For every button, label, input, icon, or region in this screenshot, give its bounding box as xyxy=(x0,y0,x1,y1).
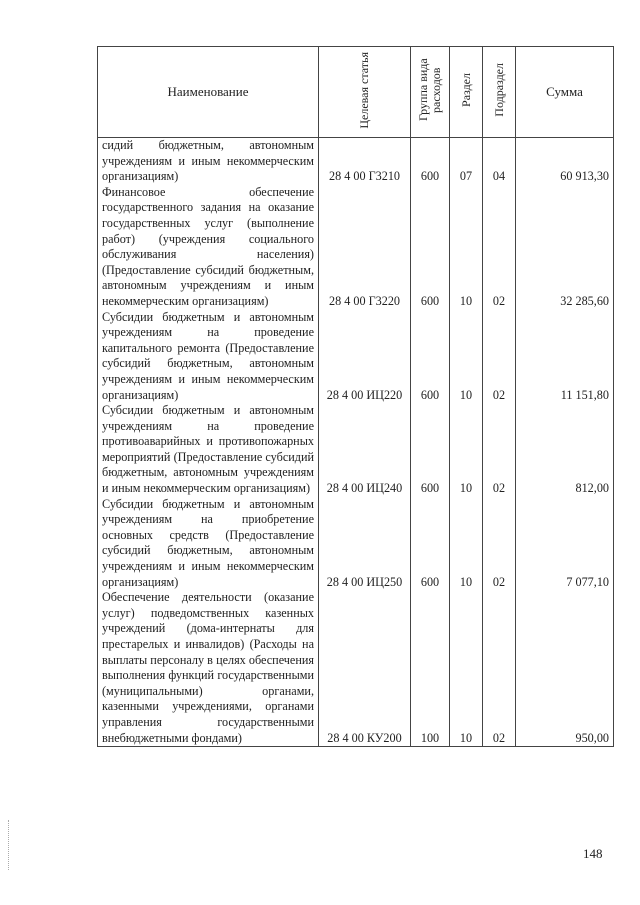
row-subsection: 02 xyxy=(483,310,516,404)
row-subsection: 02 xyxy=(483,403,516,497)
row-subsection: 02 xyxy=(483,590,516,746)
table-row xyxy=(98,138,614,185)
header-sum: Сумма xyxy=(516,47,614,138)
header-name: Наименование xyxy=(98,47,319,138)
row-subsection: 02 xyxy=(483,185,516,310)
row-name: Субсидии бюджетным и автономным учреждениям на приобретение основных средств (Предоставление субсидий бюджетным, автономным учреждениям и иным некоммерческим организациям) xyxy=(98,497,319,591)
row-sum: 950,00 xyxy=(516,590,614,746)
row-name: Обеспечение деятельности (оказание услуг) подведомственных казенных учреждений (дома-интернаты для престарелых и инвалидов) (Расходы на выплаты персоналу в целях обеспечения выполнения функций государственными (муниципальными) органами, казенными учреждениями, органами управления государственными внебюджетными фондами) xyxy=(98,590,319,746)
table-row xyxy=(98,590,614,746)
header-category: Целевая статья xyxy=(319,47,411,138)
row-group: 100 xyxy=(411,590,450,746)
table-row xyxy=(98,497,614,591)
row-name: Субсидии бюджетным и автономным учреждениям на проведение капитального ремонта (Предоставление субсидий бюджетным, автономным учреждениям и иным некоммерческим организациям) xyxy=(98,310,319,404)
table-row xyxy=(98,185,614,310)
row-subsection: 02 xyxy=(483,497,516,591)
row-group: 600 xyxy=(411,138,450,185)
row-name: Субсидии бюджетным и автономным учреждениям на проведение противоаварийных и противопожарных мероприятий (Предоставление субсидий бюджетным, автономным учреждениям и иным некоммерческим организациям) xyxy=(98,403,319,497)
row-section: 10 xyxy=(450,497,483,591)
row-category: 28 4 00 Г3210 xyxy=(319,138,411,185)
row-sum: 812,00 xyxy=(516,403,614,497)
row-category: 28 4 00 Г3220 xyxy=(319,185,411,310)
margin-mark xyxy=(8,820,10,870)
row-category: 28 4 00 КУ200 xyxy=(319,590,411,746)
row-group: 600 xyxy=(411,403,450,497)
row-group: 600 xyxy=(411,185,450,310)
header-group: Группа вида расходов xyxy=(411,47,450,138)
row-section: 10 xyxy=(450,185,483,310)
row-sum: 11 151,80 xyxy=(516,310,614,404)
row-category: 28 4 00 ИЦ220 xyxy=(319,310,411,404)
table-header xyxy=(98,47,614,138)
header-subsection: Подраздел xyxy=(483,47,516,138)
row-group: 600 xyxy=(411,310,450,404)
row-sum: 7 077,10 xyxy=(516,497,614,591)
row-category: 28 4 00 ИЦ250 xyxy=(319,497,411,591)
row-subsection: 04 xyxy=(483,138,516,185)
row-sum: 32 285,60 xyxy=(516,185,614,310)
row-name: Финансовое обеспечение государственного задания на оказание государственных услуг (выполнение работ) (учреждения социального обслуживания населения) (Предоставление субсидий бюджетным, автономным учреждениям и иным некоммерческим организациям) xyxy=(98,185,319,310)
table-row xyxy=(98,403,614,497)
row-section: 10 xyxy=(450,590,483,746)
row-section: 10 xyxy=(450,310,483,404)
row-section: 07 xyxy=(450,138,483,185)
table-row xyxy=(98,310,614,404)
page-number: 148 xyxy=(583,846,603,861)
row-sum: 60 913,30 xyxy=(516,138,614,185)
row-name: сидий бюджетным, автономным учреждениям и иным некоммерческим организациям) xyxy=(98,138,319,185)
row-category: 28 4 00 ИЦ240 xyxy=(319,403,411,497)
budget-table xyxy=(97,46,614,747)
row-group: 600 xyxy=(411,497,450,591)
row-section: 10 xyxy=(450,403,483,497)
header-section: Раздел xyxy=(450,47,483,138)
